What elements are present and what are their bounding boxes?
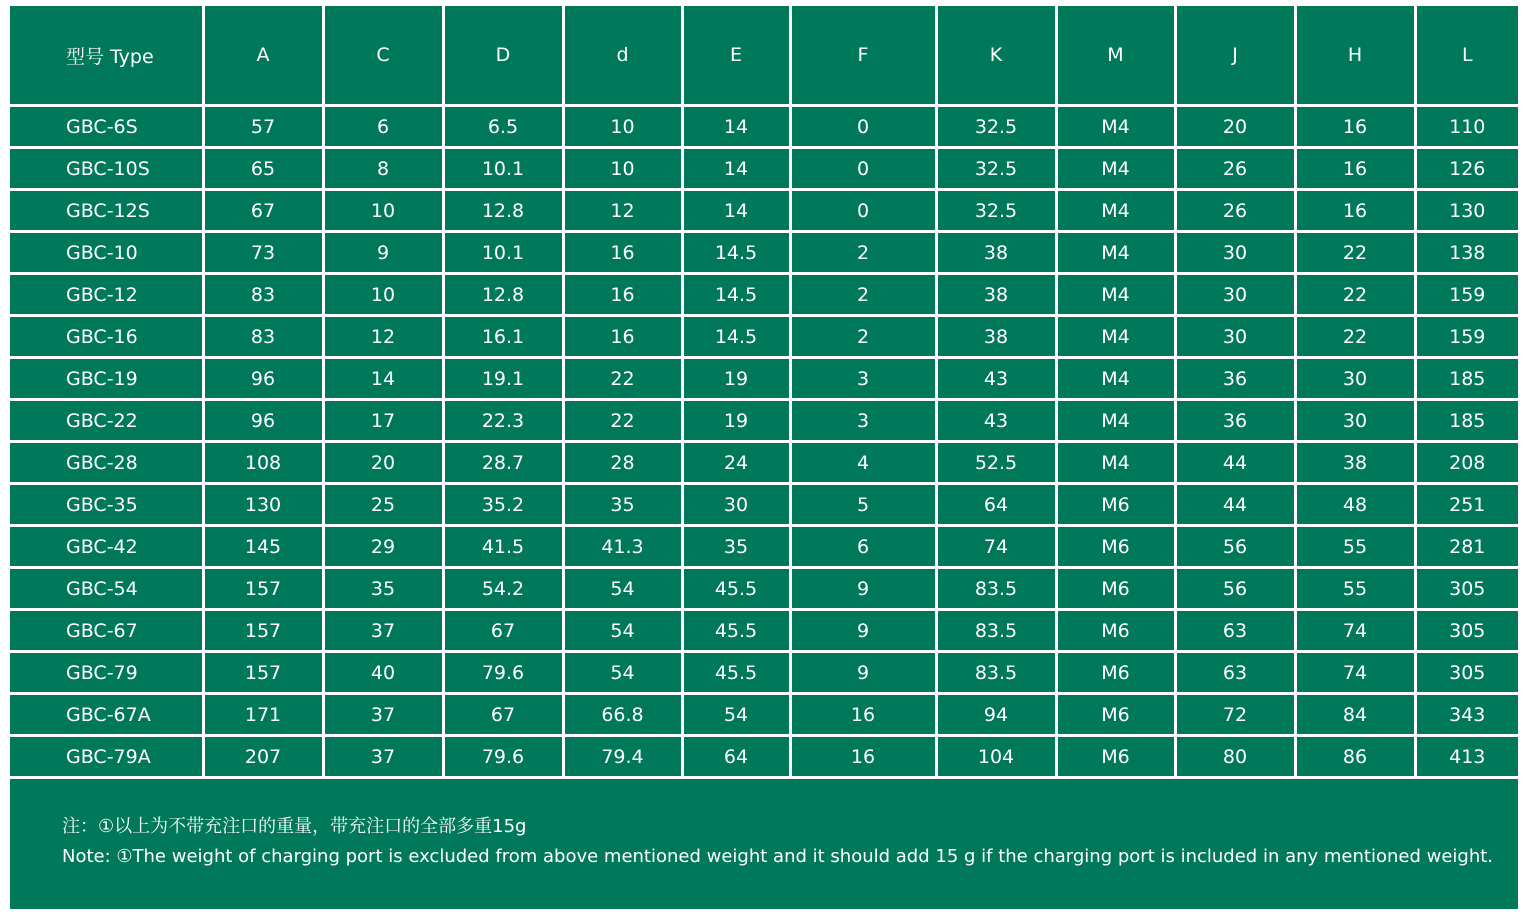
note-chinese: 注：①以上为不带充注口的重量，带充注口的全部多重15g	[62, 816, 527, 837]
table-cell: 74	[1295, 610, 1415, 652]
table-cell: 12.8	[443, 190, 563, 232]
table-cell: 14	[323, 358, 443, 400]
table-cell: 30	[1175, 316, 1295, 358]
table-cell: 30	[1175, 232, 1295, 274]
column-header-l: L	[1415, 6, 1518, 106]
table-cell: 52.5	[936, 442, 1056, 484]
table-cell: 94	[936, 694, 1056, 736]
cell-type: GBC-79A	[10, 736, 203, 778]
table-cell: 54	[563, 568, 682, 610]
table-cell: 0	[790, 190, 936, 232]
table-cell: 157	[203, 652, 323, 694]
table-cell: 30	[1175, 274, 1295, 316]
table-cell: M6	[1056, 568, 1175, 610]
table-cell: 45.5	[682, 610, 790, 652]
table-cell: M6	[1056, 484, 1175, 526]
table-cell: 22.3	[443, 400, 563, 442]
table-cell: 74	[936, 526, 1056, 568]
table-cell: 44	[1175, 484, 1295, 526]
table-cell: 63	[1175, 610, 1295, 652]
table-cell: 43	[936, 400, 1056, 442]
table-cell: 79.6	[443, 736, 563, 778]
table-cell: 32.5	[936, 148, 1056, 190]
table-cell: 16	[563, 316, 682, 358]
table-cell: 36	[1175, 400, 1295, 442]
cell-type: GBC-42	[10, 526, 203, 568]
column-header-d-lower: d	[563, 6, 682, 106]
table-cell: 3	[790, 400, 936, 442]
table-cell: 20	[323, 442, 443, 484]
table-cell: 14	[682, 106, 790, 148]
note-english: Note: ①The weight of charging port is excluded from above mentioned weight and it should add 15 g if the charging port is included in any mentioned weight.	[62, 846, 1494, 867]
table-cell: 65	[203, 148, 323, 190]
table-cell: 16	[563, 232, 682, 274]
table-cell: 57	[203, 106, 323, 148]
table-cell: 56	[1175, 526, 1295, 568]
cell-type: GBC-16	[10, 316, 203, 358]
table-cell: 138	[1415, 232, 1518, 274]
table-cell: 9	[790, 568, 936, 610]
table-row	[10, 106, 1518, 148]
table-cell: 86	[1295, 736, 1415, 778]
table-cell: 72	[1175, 694, 1295, 736]
table-cell: 4	[790, 442, 936, 484]
table-row	[10, 232, 1518, 274]
spec-table	[10, 6, 1518, 779]
table-cell: M6	[1056, 526, 1175, 568]
table-cell: M4	[1056, 232, 1175, 274]
table-cell: 40	[323, 652, 443, 694]
table-cell: 56	[1175, 568, 1295, 610]
table-row	[10, 694, 1518, 736]
table-row	[10, 274, 1518, 316]
cell-type: GBC-79	[10, 652, 203, 694]
table-cell: 2	[790, 274, 936, 316]
table-cell: 110	[1415, 106, 1518, 148]
table-cell: 10.1	[443, 232, 563, 274]
table-cell: 9	[790, 610, 936, 652]
table-cell: 54	[563, 610, 682, 652]
column-header-h: H	[1295, 6, 1415, 106]
table-cell: 145	[203, 526, 323, 568]
cell-type: GBC-67A	[10, 694, 203, 736]
table-cell: 26	[1175, 190, 1295, 232]
table-cell: 67	[203, 190, 323, 232]
table-cell: 35	[682, 526, 790, 568]
table-cell: 281	[1415, 526, 1518, 568]
table-cell: 10	[563, 106, 682, 148]
table-cell: 30	[1295, 358, 1415, 400]
table-cell: 37	[323, 736, 443, 778]
table-cell: 64	[936, 484, 1056, 526]
table-cell: 43	[936, 358, 1056, 400]
table-row	[10, 316, 1518, 358]
table-cell: 28.7	[443, 442, 563, 484]
table-cell: 159	[1415, 274, 1518, 316]
cell-type: GBC-67	[10, 610, 203, 652]
table-cell: 305	[1415, 610, 1518, 652]
table-cell: 130	[1415, 190, 1518, 232]
table-cell: 48	[1295, 484, 1415, 526]
table-cell: M4	[1056, 316, 1175, 358]
table-cell: 25	[323, 484, 443, 526]
table-cell: M4	[1056, 274, 1175, 316]
table-cell: 28	[563, 442, 682, 484]
table-cell: 251	[1415, 484, 1518, 526]
table-cell: 157	[203, 568, 323, 610]
cell-type: GBC-12S	[10, 190, 203, 232]
table-cell: 16	[1295, 190, 1415, 232]
table-cell: 9	[790, 652, 936, 694]
column-header-d: D	[443, 6, 563, 106]
table-cell: 22	[563, 400, 682, 442]
table-row	[10, 400, 1518, 442]
cell-type: GBC-35	[10, 484, 203, 526]
column-header-k: K	[936, 6, 1056, 106]
cell-type: GBC-12	[10, 274, 203, 316]
column-header-type: 型号 Type	[10, 6, 203, 106]
table-cell: 26	[1175, 148, 1295, 190]
table-cell: 12	[563, 190, 682, 232]
cell-type: GBC-28	[10, 442, 203, 484]
table-cell: 74	[1295, 652, 1415, 694]
table-cell: 14	[682, 190, 790, 232]
table-cell: 38	[936, 274, 1056, 316]
table-cell: 96	[203, 400, 323, 442]
table-cell: 38	[936, 232, 1056, 274]
table-cell: 37	[323, 610, 443, 652]
table-cell: 83	[203, 274, 323, 316]
table-cell: 10.1	[443, 148, 563, 190]
table-cell: 54	[563, 652, 682, 694]
table-cell: 14	[682, 148, 790, 190]
table-cell: 20	[1175, 106, 1295, 148]
table-cell: M6	[1056, 610, 1175, 652]
table-cell: 22	[1295, 232, 1415, 274]
table-cell: 104	[936, 736, 1056, 778]
table-cell: M4	[1056, 148, 1175, 190]
table-cell: M6	[1056, 694, 1175, 736]
table-cell: 44	[1175, 442, 1295, 484]
cell-type: GBC-22	[10, 400, 203, 442]
notes	[62, 812, 1493, 872]
table-cell: 16	[790, 694, 936, 736]
table-cell: 185	[1415, 400, 1518, 442]
table-cell: 22	[563, 358, 682, 400]
cell-type: GBC-54	[10, 568, 203, 610]
table-cell: 2	[790, 232, 936, 274]
table-cell: 5	[790, 484, 936, 526]
table-cell: 159	[1415, 316, 1518, 358]
table-cell: 12	[323, 316, 443, 358]
table-cell: 54.2	[443, 568, 563, 610]
table-cell: 83	[203, 316, 323, 358]
table-header-row	[10, 6, 1518, 106]
table-row	[10, 568, 1518, 610]
table-cell: 22	[1295, 274, 1415, 316]
table-cell: M4	[1056, 442, 1175, 484]
table-cell: 19.1	[443, 358, 563, 400]
table-cell: 45.5	[682, 652, 790, 694]
table-cell: M6	[1056, 652, 1175, 694]
table-cell: M4	[1056, 190, 1175, 232]
table-cell: 64	[682, 736, 790, 778]
table-cell: 305	[1415, 568, 1518, 610]
table-cell: 67	[443, 694, 563, 736]
table-cell: 63	[1175, 652, 1295, 694]
table-row	[10, 484, 1518, 526]
table-row	[10, 442, 1518, 484]
table-row	[10, 736, 1518, 778]
table-row	[10, 526, 1518, 568]
table-cell: 35.2	[443, 484, 563, 526]
table-cell: 29	[323, 526, 443, 568]
table-cell: 36	[1175, 358, 1295, 400]
table-cell: 185	[1415, 358, 1518, 400]
table-cell: M4	[1056, 106, 1175, 148]
table-cell: 6	[323, 106, 443, 148]
cell-type: GBC-10	[10, 232, 203, 274]
table-cell: 108	[203, 442, 323, 484]
table-cell: 130	[203, 484, 323, 526]
table-cell: 80	[1175, 736, 1295, 778]
table-cell: 79.4	[563, 736, 682, 778]
table-cell: 32.5	[936, 106, 1056, 148]
table-cell: 343	[1415, 694, 1518, 736]
table-cell: 55	[1295, 568, 1415, 610]
cell-type: GBC-19	[10, 358, 203, 400]
table-cell: 38	[936, 316, 1056, 358]
table-cell: 8	[323, 148, 443, 190]
table-cell: 157	[203, 610, 323, 652]
table-cell: 24	[682, 442, 790, 484]
table-cell: 16	[563, 274, 682, 316]
table-row	[10, 610, 1518, 652]
table-cell: 19	[682, 358, 790, 400]
table-cell: 45.5	[682, 568, 790, 610]
table-cell: 16	[1295, 106, 1415, 148]
table-cell: 208	[1415, 442, 1518, 484]
table-cell: 30	[1295, 400, 1415, 442]
table-cell: 10	[323, 274, 443, 316]
table-cell: 19	[682, 400, 790, 442]
column-header-c: C	[323, 6, 443, 106]
table-cell: 32.5	[936, 190, 1056, 232]
table-cell: 0	[790, 106, 936, 148]
column-header-f: F	[790, 6, 936, 106]
spec-table-panel	[10, 6, 1518, 909]
table-cell: 10	[323, 190, 443, 232]
table-cell: 16	[790, 736, 936, 778]
cell-type: GBC-6S	[10, 106, 203, 148]
table-cell: 35	[323, 568, 443, 610]
table-cell: 126	[1415, 148, 1518, 190]
table-cell: 66.8	[563, 694, 682, 736]
table-cell: 413	[1415, 736, 1518, 778]
column-header-m: M	[1056, 6, 1175, 106]
table-cell: 41.3	[563, 526, 682, 568]
table-cell: 83.5	[936, 610, 1056, 652]
table-cell: 84	[1295, 694, 1415, 736]
table-cell: 55	[1295, 526, 1415, 568]
table-cell: 3	[790, 358, 936, 400]
table-cell: 83.5	[936, 568, 1056, 610]
table-cell: 6.5	[443, 106, 563, 148]
table-cell: 67	[443, 610, 563, 652]
table-cell: 2	[790, 316, 936, 358]
table-cell: 16	[1295, 148, 1415, 190]
column-header-e: E	[682, 6, 790, 106]
cell-type: GBC-10S	[10, 148, 203, 190]
table-cell: 96	[203, 358, 323, 400]
table-cell: 17	[323, 400, 443, 442]
table-cell: 305	[1415, 652, 1518, 694]
table-cell: 171	[203, 694, 323, 736]
table-cell: 83.5	[936, 652, 1056, 694]
table-row	[10, 148, 1518, 190]
table-row	[10, 358, 1518, 400]
table-cell: 207	[203, 736, 323, 778]
table-cell: 35	[563, 484, 682, 526]
table-row	[10, 190, 1518, 232]
table-row	[10, 652, 1518, 694]
table-cell: 14.5	[682, 232, 790, 274]
table-cell: 54	[682, 694, 790, 736]
table-cell: 0	[790, 148, 936, 190]
table-cell: 37	[323, 694, 443, 736]
table-cell: 10	[563, 148, 682, 190]
table-cell: M4	[1056, 400, 1175, 442]
table-cell: 79.6	[443, 652, 563, 694]
table-cell: 6	[790, 526, 936, 568]
table-cell: 41.5	[443, 526, 563, 568]
column-header-j: J	[1175, 6, 1295, 106]
table-cell: 9	[323, 232, 443, 274]
column-header-a: A	[203, 6, 323, 106]
table-cell: 12.8	[443, 274, 563, 316]
table-body	[10, 106, 1518, 778]
table-cell: 38	[1295, 442, 1415, 484]
table-cell: 16.1	[443, 316, 563, 358]
table-cell: 22	[1295, 316, 1415, 358]
table-cell: 14.5	[682, 274, 790, 316]
table-cell: 14.5	[682, 316, 790, 358]
table-cell: 73	[203, 232, 323, 274]
table-cell: M6	[1056, 736, 1175, 778]
table-cell: 30	[682, 484, 790, 526]
table-cell: M4	[1056, 358, 1175, 400]
